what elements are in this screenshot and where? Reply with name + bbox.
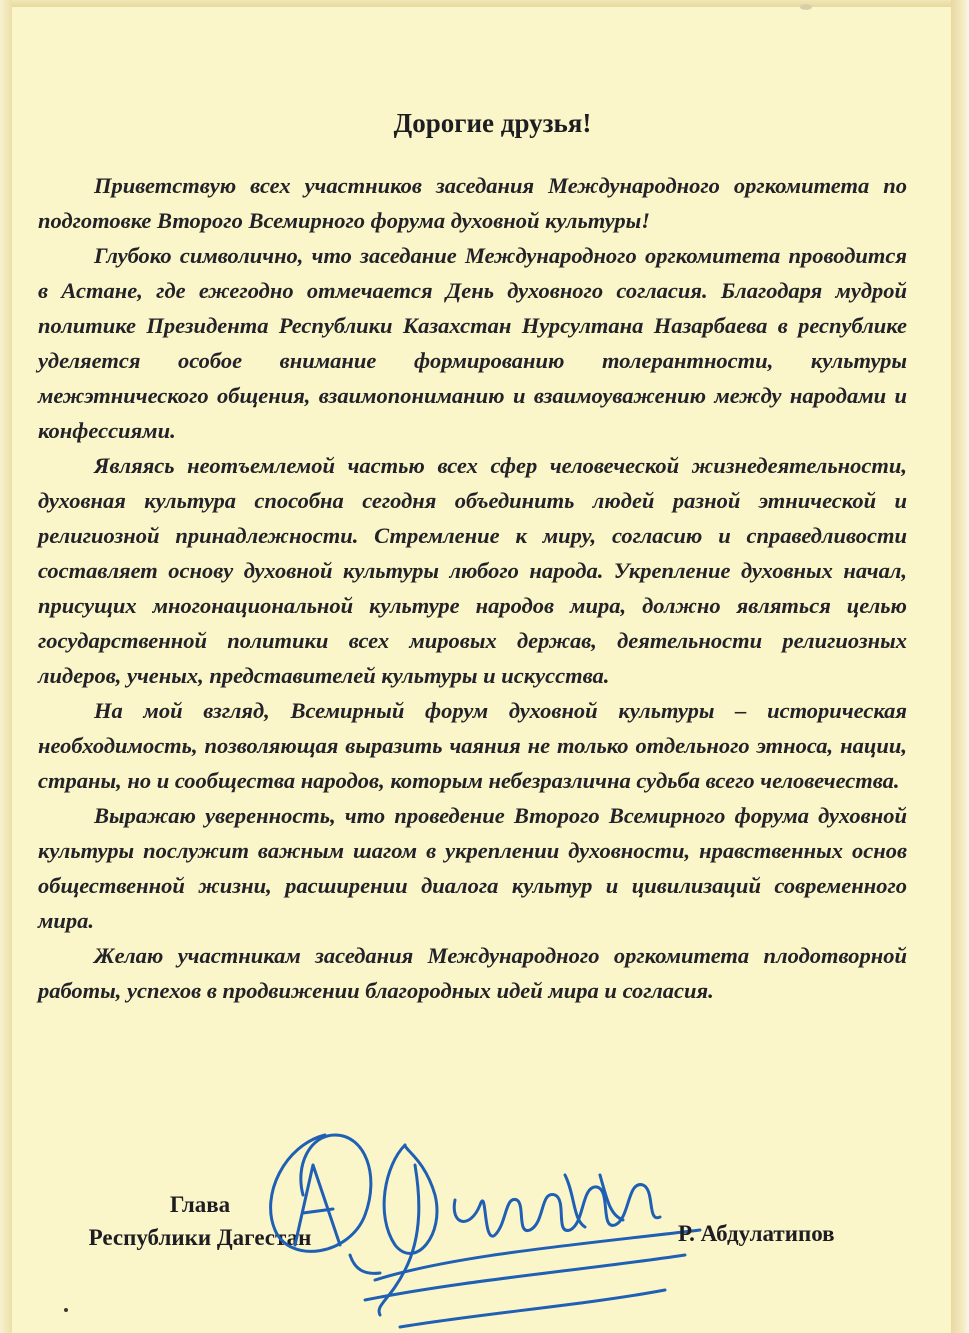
paragraph-3: Являясь неотъемлемой частью всех сфер человеческой жизнедеятельности, духовная культура способна сегодня объединить людей разной этнической и религиозной принадлежности. Стремление к миру, согласию и справедливости составляет основу духовной культуры любого народа. Укрепление духовных начал, присущих многонациональной культуре народов мира, должно являться целью государственной политики всех мировых держав, деятельности религиозных лидеров, ученых, представителей культуры и искусства. [38, 453, 907, 688]
scan-mark [800, 4, 812, 10]
signatory-title-line1: Глава [169, 1192, 231, 1217]
paragraph-1: Приветствую всех участников заседания Международного оргкомитета по подготовке Второго Всемирного форума духовной культуры! [38, 173, 907, 233]
scan-speck [64, 1308, 68, 1312]
handwritten-signature [255, 1105, 705, 1333]
letter-body [38, 168, 907, 1008]
signatory-name: Р. Абдулатипов [678, 1221, 835, 1246]
page-edge-left [0, 0, 12, 1333]
paragraph-4: На мой взгляд, Всемирный форум духовной культуры – историческая необходимость, позволяющая выразить чаяния не только отдельного этноса, нации, страны, но и сообщества народов, которым небезразлична судьба всего человечества. [38, 698, 907, 793]
signatory-title-line2: Республики Дагестан [88, 1225, 312, 1250]
paragraph-2: Глубоко символично, что заседание Международного оргкомитета проводится в Астане, где ежегодно отмечается День духовного согласия. Благодаря мудрой политике Президента Республики Казахстан Нурсултана Назарбаева в республике уделяется особое внимание формированию толерантности, культуры межэтнического общения, взаимопониманию и взаимоуважению между народами и конфессиями. [38, 243, 907, 443]
page-edge-top [0, 0, 969, 7]
page-edge-right [951, 0, 969, 1333]
letter-greeting: Дорогие друзья! [393, 108, 592, 138]
paragraph-6: Желаю участникам заседания Международного оргкомитета плодотворной работы, успехов в продвижении благородных идей мира и согласия. [38, 943, 907, 1003]
paragraph-5: Выражаю уверенность, что проведение Второго Всемирного форума духовной культуры послужит важным шагом в укреплении духовности, нравственных основ общественной жизни, расширении диалога культур и цивилизаций современного мира. [38, 803, 907, 933]
